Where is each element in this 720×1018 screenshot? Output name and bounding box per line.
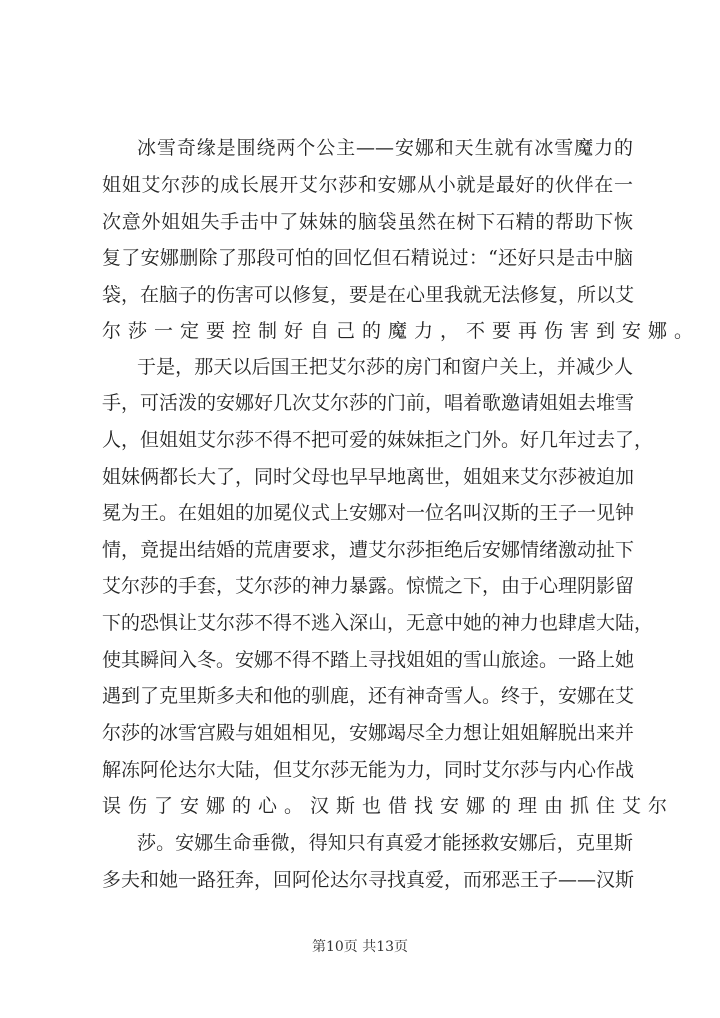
text-line: 多夫和她一路狂奔，回阿伦达尔寻找真爱，而邪恶王子——汉斯 <box>102 869 635 891</box>
text-line: 使其瞬间入冬。安娜不得不踏上寻找姐姐的雪山旅途。一路上她 <box>102 649 635 671</box>
text-line: 冕为王。在姐姐的加冕仪式上安娜对一位名叫汉斯的王子一见钟 <box>102 502 635 524</box>
text-line: 袋，在脑子的伤害可以修复，要是在心里我就无法修复，所以艾 <box>102 284 635 306</box>
text-line: 遇到了克里斯多夫和他的驯鹿，还有神奇雪人。终于，安娜在艾 <box>102 685 635 707</box>
text-line: 莎。安娜生命垂微，得知只有真爱才能拯救安娜后，克里斯 <box>137 832 633 854</box>
text-line: 姐妹俩都长大了，同时父母也早早地离世，姐姐来艾尔莎被迫加 <box>102 466 635 488</box>
page-number-footer: 第10页 共13页 <box>311 939 409 955</box>
text-line: 误伤了安娜的心。汉斯也借找安娜的理由抓住艾尔 <box>102 795 675 817</box>
text-line: 艾尔莎的手套，艾尔莎的神力暴露。惊慌之下，由于心理阴影留 <box>102 575 635 597</box>
text-line: 解冻阿伦达尔大陆，但艾尔莎无能为力，同时艾尔莎与内心作战 <box>102 759 635 781</box>
text-line: 情，竟提出结婚的荒唐要求，遭艾尔莎拒绝后安娜情绪激动扯下 <box>102 539 635 561</box>
text-line: 人，但姐姐艾尔莎不得不把可爱的妹妹拒之门外。好几年过去了， <box>102 429 654 451</box>
text-line: 于是，那天以后国王把艾尔莎的房门和窗户关上，并减少人 <box>137 356 633 378</box>
text-line: 尔莎的冰雪宫殿与姐姐相见，安娜竭尽全力想让姐姐解脱出来并 <box>102 722 635 744</box>
text-line: 次意外姐姐失手击中了妹妹的脑袋虽然在树下石精的帮助下恢 <box>102 211 633 233</box>
text-line: 冰雪奇缘是围绕两个公主——安娜和天生就有冰雪魔力的 <box>137 137 633 159</box>
text-line: 姐姐艾尔莎的成长展开艾尔莎和安娜从小就是最好的伙伴在一 <box>102 174 633 196</box>
text-line: 尔莎一定要控制好自己的魔力，不要再伤害到安娜。 <box>102 320 701 342</box>
text-line: 复了安娜删除了那段可怕的回忆但石精说过：“还好只是击中脑 <box>102 247 633 269</box>
text-line: 手，可活泼的安娜好几次艾尔莎的门前，唱着歌邀请姐姐去堆雪 <box>102 392 635 414</box>
text-line: 下的恐惧让艾尔莎不得不逃入深山，无意中她的神力也肆虐大陆， <box>102 612 654 634</box>
